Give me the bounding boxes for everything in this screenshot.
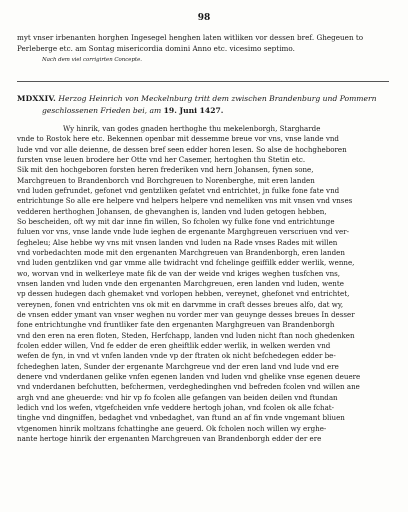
body-line: Wy hinrik, van godes gnaden herthoghe thu mekelenborgh, Stargharde [63, 124, 321, 133]
text-line: myt vnser irbenanten horghen Ingesegel henghen laten witliken vor dessen bref. Ghegeuen to [17, 33, 364, 42]
body-line: vnd luden gentzliken vnd gar vmme alle twidracht vnd fchelinge geiffilk edder werlik, wenne, [17, 258, 355, 268]
body-line: nante hertoge hinrik der ergenanten Marchgreuen van Brandenborgh edder der ere [17, 433, 322, 443]
body-line: denere vnd vnderdanen gelike vnfen egenen landen vnd luden vnd ghelike vnse egenen deuere [17, 371, 361, 381]
body-line: vnde to Rostok here etc. Bekennen openbar mit dessemme breue vor vns, vnse lande vnd [17, 134, 339, 144]
document-number: MDXXIV. [17, 94, 56, 103]
document-header [17, 93, 389, 117]
header-line [17, 93, 389, 105]
body-line: vnd luden gefrundet, gefonet vnd gentzliken gefatet vnd entrichtet, jn fulke fone fate vnd [17, 185, 340, 195]
body-line: fchedeghen laten, Sunder der ergenante Marchgreue vnd der eren land vnd lude vnd ere [17, 361, 339, 371]
body-line: vereynen, fonen vnd entrichten vns ok mit en darvmme in craft desses breues alfo, dat wy, [17, 299, 344, 309]
body-line: de vnsen edder ymant van vnser weghen nu vorder mer van geuynge desses breues In desser [17, 309, 355, 319]
body-line: fcolen edder willen, Vnd fe edder de eren gheiftlik edder werlik, in welken werden vnd [17, 340, 331, 350]
body-line: vnd den eren na eren floten, Steden, Herfchapp, landen vnd luden nicht ftan noch ghedenken [17, 330, 355, 340]
body-line: Sik mit den hochgeboren forsten heren frederiken vnd hern Johansen, fynen sone, [17, 165, 314, 175]
body-line: vnsen landen vnd luden vnde den ergenanten Marchgreuen, eren landen vnd luden, wente [17, 278, 344, 288]
previous-document-ending [17, 32, 385, 65]
body-line: fone entrichtunghe vnd fruntliker fate den ergenanten Marghgreuen van Brandenborgh [17, 320, 335, 330]
header-line [17, 105, 389, 117]
body-line: wo, worvan vnd in welkerleye mate fik de van der weide vnd kriges weghen tusfchen vns, [17, 268, 341, 278]
body-line: vp dessen hudegen dach ghemaket vnd vorlopen hebben, vereynet, ghefonet vnd entrichtet, [17, 289, 350, 299]
body-line: fuluen vor vns, vnse lande vnde lude ieghen de ergenante Marghgreuen verscriuen vnd ver- [17, 227, 349, 237]
body-line: entrichtunge So alle ere helpere vnd helpers helpere vnd nemeliken vns mit vnsen vnd vnses [17, 196, 353, 206]
page-number: 98 [197, 13, 211, 23]
body-line: lude vnd vor alle deienne, de dessen bref seen edder horen lesen. So alse de hochgheboren [17, 144, 347, 154]
document-body [17, 124, 389, 444]
section-divider [17, 81, 389, 82]
body-line: vedderen herthoghen Johansen, de ghevanghen is, landen vnd luden getogen hebben, [17, 206, 327, 216]
body-line: tinghe vnd dingniffen, bedaghet vnd vnbedaghet, van ftund an af fin vnde vngemant bliuen [17, 413, 345, 423]
body-line: vtgenomen hinrik moltzans fchattinghe ane geuerd. Ok fcholen noch willen wy erghe- [17, 423, 327, 433]
body-line: fursten vnse leuen brodere her Otte vnd her Casemer, hertoghen thu Stetin etc. [17, 154, 306, 164]
body-line: So bescheiden, oft wy mit dar inne fin willen, So fcholen wy fulke fone vnd entrichtunge [17, 216, 335, 226]
body-line: vnd vorbedachten mode mit den ergenanten Marchgreuen van Brandenborgh, eren landen [17, 247, 345, 257]
body-line: ſegheleu; Alse hebbe wy vns mit vnsen landen vnd luden na Rade vnses Rades mit willen [17, 237, 338, 247]
text-line: Perleberge etc. am Sontag misericordia domini Anno etc. vicesimo septimo. [17, 44, 295, 53]
document-title: Herzog Heinrich von Meckelnburg tritt dem zwischen Brandenburg und Pommern [58, 94, 377, 103]
body-line: Marchgreuen to Brandenborch vnd Borchgreuen to Norenberghe, mit eren landen [17, 175, 315, 185]
document-date: 19. Juni 1427. [163, 106, 224, 115]
body-line: ledich vnd los wefen, vtgefcheiden vnfe veddere hertogh johan, vnd fcolen ok alle fchat- [17, 402, 335, 412]
body-line: vnd vnderdanen befchutten, befchermen, verdeghedinghen vnd befreden fcolen vnd willen ane [17, 382, 360, 392]
body-line: argh vnd ane gheuerde: vnd hir vp fo fcolen alle gefangen van beiden deilen vnd ftundan [17, 392, 338, 402]
document-title-continued: geschlossenen Frieden bei, am [42, 106, 162, 115]
body-line: wefen de fyn, in vnd vt vnfen landen vnde vp der ftraten ok nicht befchedegen edder be- [17, 351, 336, 361]
source-note: Nach dem viel corrigirten Concepte. [42, 57, 143, 63]
